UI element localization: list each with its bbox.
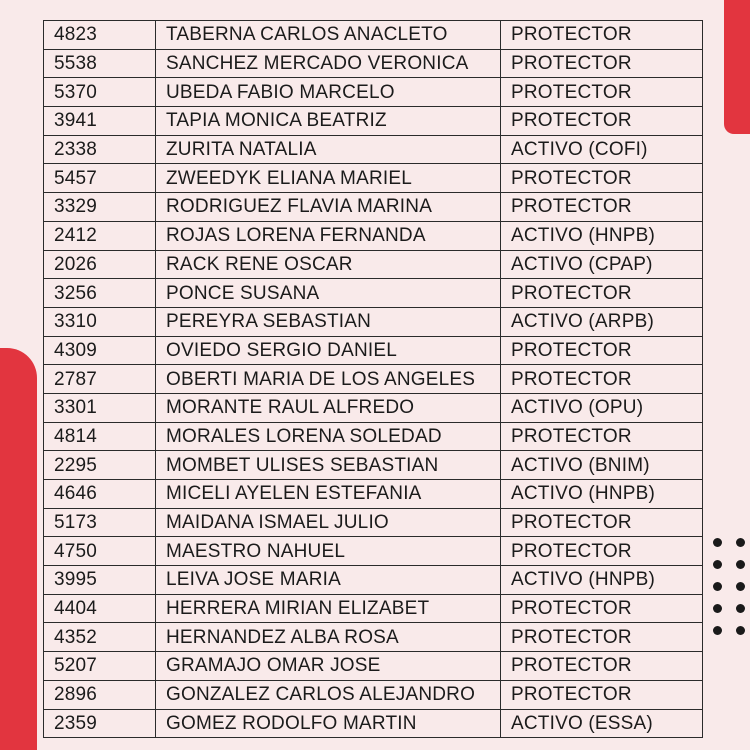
member-id-cell: 3329 <box>44 193 156 222</box>
table-row <box>44 422 703 451</box>
roster-table-body <box>44 21 703 738</box>
accent-bar-top-right <box>724 0 750 134</box>
member-id-cell: 3941 <box>44 107 156 136</box>
member-id-cell: 4352 <box>44 623 156 652</box>
member-name-cell: OVIEDO SERGIO DANIEL <box>156 336 501 365</box>
member-id-cell: 2338 <box>44 135 156 164</box>
member-name-cell: RODRIGUEZ FLAVIA MARINA <box>156 193 501 222</box>
roster-table <box>43 20 703 738</box>
member-status-cell: ACTIVO (BNIM) <box>501 451 703 480</box>
member-name-cell: HERRERA MIRIAN ELIZABET <box>156 594 501 623</box>
accent-bar-left <box>0 348 37 750</box>
member-status-cell: PROTECTOR <box>501 422 703 451</box>
member-id-cell: 2295 <box>44 451 156 480</box>
member-status-cell: ACTIVO (COFI) <box>501 135 703 164</box>
table-row <box>44 652 703 681</box>
member-name-cell: PEREYRA SEBASTIAN <box>156 307 501 336</box>
table-row <box>44 21 703 50</box>
table-row <box>44 164 703 193</box>
member-id-cell: 4750 <box>44 537 156 566</box>
member-status-cell: PROTECTOR <box>501 336 703 365</box>
member-name-cell: MORALES LORENA SOLEDAD <box>156 422 501 451</box>
member-status-cell: PROTECTOR <box>501 107 703 136</box>
table-row <box>44 336 703 365</box>
member-id-cell: 4404 <box>44 594 156 623</box>
member-status-cell: PROTECTOR <box>501 623 703 652</box>
member-name-cell: PONCE SUSANA <box>156 279 501 308</box>
member-name-cell: RACK RENE OSCAR <box>156 250 501 279</box>
decorative-dot <box>713 582 722 591</box>
member-status-cell: PROTECTOR <box>501 78 703 107</box>
member-name-cell: MICELI AYELEN ESTEFANIA <box>156 480 501 509</box>
member-name-cell: MAIDANA ISMAEL JULIO <box>156 508 501 537</box>
member-name-cell: TABERNA CARLOS ANACLETO <box>156 21 501 50</box>
table-row <box>44 393 703 422</box>
member-name-cell: OBERTI MARIA DE LOS ANGELES <box>156 365 501 394</box>
member-status-cell: ACTIVO (HNPB) <box>501 480 703 509</box>
member-status-cell: PROTECTOR <box>501 652 703 681</box>
member-name-cell: GRAMAJO OMAR JOSE <box>156 652 501 681</box>
member-name-cell: GOMEZ RODOLFO MARTIN <box>156 709 501 738</box>
member-id-cell: 5370 <box>44 78 156 107</box>
decorative-dot <box>713 604 722 613</box>
member-name-cell: ZWEEDYK ELIANA MARIEL <box>156 164 501 193</box>
member-status-cell: PROTECTOR <box>501 279 703 308</box>
decorative-dots <box>713 538 747 636</box>
member-status-cell: PROTECTOR <box>501 365 703 394</box>
member-id-cell: 3310 <box>44 307 156 336</box>
member-status-cell: PROTECTOR <box>501 193 703 222</box>
member-name-cell: ZURITA NATALIA <box>156 135 501 164</box>
table-row <box>44 250 703 279</box>
member-name-cell: HERNANDEZ ALBA ROSA <box>156 623 501 652</box>
member-status-cell: ACTIVO (OPU) <box>501 393 703 422</box>
table-row <box>44 307 703 336</box>
member-name-cell: ROJAS LORENA FERNANDA <box>156 221 501 250</box>
member-name-cell: UBEDA FABIO MARCELO <box>156 78 501 107</box>
table-row <box>44 508 703 537</box>
decorative-dot <box>713 538 722 547</box>
table-row <box>44 365 703 394</box>
member-status-cell: PROTECTOR <box>501 49 703 78</box>
decorative-dot <box>736 582 745 591</box>
member-status-cell: PROTECTOR <box>501 164 703 193</box>
member-id-cell: 3995 <box>44 566 156 595</box>
member-id-cell: 5457 <box>44 164 156 193</box>
member-id-cell: 4823 <box>44 21 156 50</box>
member-status-cell: ACTIVO (HNPB) <box>501 221 703 250</box>
member-id-cell: 3256 <box>44 279 156 308</box>
table-row <box>44 480 703 509</box>
table-row <box>44 107 703 136</box>
member-id-cell: 2896 <box>44 680 156 709</box>
member-id-cell: 2359 <box>44 709 156 738</box>
member-id-cell: 2026 <box>44 250 156 279</box>
member-name-cell: MOMBET ULISES SEBASTIAN <box>156 451 501 480</box>
member-id-cell: 5173 <box>44 508 156 537</box>
decorative-dot <box>736 626 745 635</box>
member-id-cell: 4646 <box>44 480 156 509</box>
table-row <box>44 193 703 222</box>
table-row <box>44 78 703 107</box>
table-row <box>44 49 703 78</box>
member-id-cell: 3301 <box>44 393 156 422</box>
table-row <box>44 221 703 250</box>
table-row <box>44 709 703 738</box>
member-id-cell: 2412 <box>44 221 156 250</box>
member-id-cell: 5207 <box>44 652 156 681</box>
table-row <box>44 680 703 709</box>
member-status-cell: PROTECTOR <box>501 21 703 50</box>
table-row <box>44 451 703 480</box>
table-row <box>44 135 703 164</box>
decorative-dot <box>713 560 722 569</box>
decorative-dot <box>736 604 745 613</box>
member-name-cell: MORANTE RAUL ALFREDO <box>156 393 501 422</box>
member-id-cell: 4814 <box>44 422 156 451</box>
member-name-cell: MAESTRO NAHUEL <box>156 537 501 566</box>
member-status-cell: PROTECTOR <box>501 594 703 623</box>
member-status-cell: PROTECTOR <box>501 508 703 537</box>
decorative-dot <box>736 560 745 569</box>
decorative-dot <box>713 626 722 635</box>
member-name-cell: TAPIA MONICA BEATRIZ <box>156 107 501 136</box>
member-status-cell: ACTIVO (ARPB) <box>501 307 703 336</box>
table-row <box>44 623 703 652</box>
table-row <box>44 566 703 595</box>
member-name-cell: GONZALEZ CARLOS ALEJANDRO <box>156 680 501 709</box>
table-row <box>44 537 703 566</box>
member-status-cell: ACTIVO (CPAP) <box>501 250 703 279</box>
member-name-cell: LEIVA JOSE MARIA <box>156 566 501 595</box>
table-row <box>44 594 703 623</box>
member-id-cell: 2787 <box>44 365 156 394</box>
member-status-cell: PROTECTOR <box>501 680 703 709</box>
member-id-cell: 4309 <box>44 336 156 365</box>
member-status-cell: ACTIVO (HNPB) <box>501 566 703 595</box>
member-name-cell: SANCHEZ MERCADO VERONICA <box>156 49 501 78</box>
table-row <box>44 279 703 308</box>
member-id-cell: 5538 <box>44 49 156 78</box>
member-status-cell: PROTECTOR <box>501 537 703 566</box>
member-status-cell: ACTIVO (ESSA) <box>501 709 703 738</box>
decorative-dot <box>736 538 745 547</box>
